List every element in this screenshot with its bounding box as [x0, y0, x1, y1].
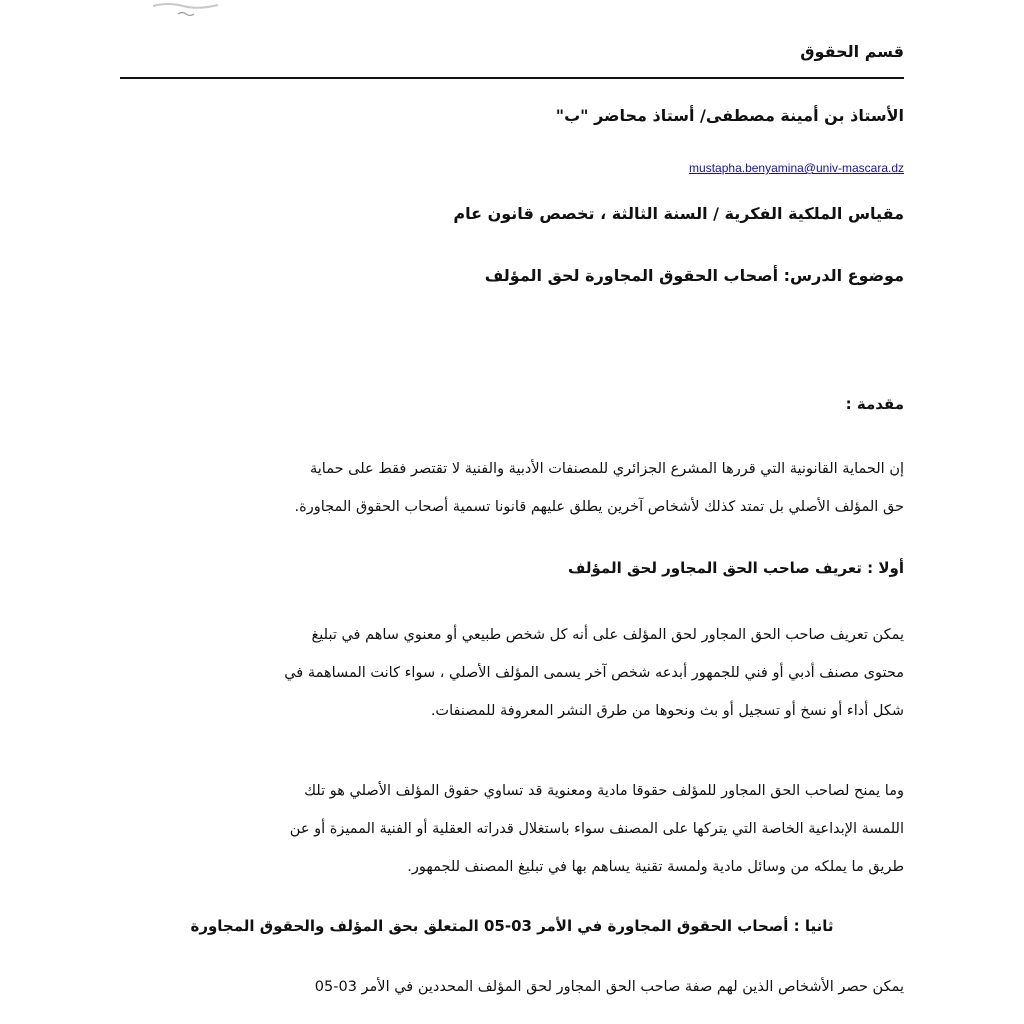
paragraph-line: محتوى مصنف أدبي أو فني للجمهور أبدعه شخص آخر يسمى المؤلف الأصلي ، سواء كانت المساهمة في [284, 665, 904, 681]
section-1-paragraph-1 [120, 616, 904, 730]
paragraph-line: إن الحماية القانونية التي قررها المشرع الجزائري للمصنفات الأدبية والفنية لا تقتصر فقط على حماية [309, 461, 904, 477]
paragraph-line: يمكن تعريف صاحب الحق المجاور لحق المؤلف على أنه كل شخص طبيعي أو معنوي ساهم في تبليغ [311, 627, 904, 643]
header-divider [120, 77, 904, 79]
paragraph-line: اللمسة الإبداعية الخاصة التي يتركها على المصنف سواء باستغلال قدراته العقلية أو الفنية المميزة أو عن [289, 821, 904, 837]
author-email-link[interactable]: mustapha.benyamina@univ-mascara.dz [689, 161, 904, 175]
department-title: قسم الحقوق [800, 42, 904, 61]
section-1-paragraph-2 [120, 772, 904, 886]
paragraph-line: يمكن حصر الأشخاص الذين لهم صفة صاحب الحق المجاور لحق المؤلف المحددين في الأمر 03-05 [314, 979, 904, 995]
paragraph-line: وما يمنح لصاحب الحق المجاور للمؤلف حقوقا مادية ومعنوية قد تساوي حقوق المؤلف الأصلي هو تلك [304, 783, 904, 799]
author-name-title: الأستاذ بن أمينة مصطفى/ أستاذ محاضر "ب" [555, 106, 904, 125]
section-1-heading: أولا : تعريف صاحب الحق المجاور لحق المؤلف [568, 559, 904, 577]
section-2-paragraph [120, 968, 904, 1006]
introduction-paragraph [120, 450, 904, 526]
course-module-line: مقياس الملكية الفكرية / السنة الثالثة ، تخصص قانون عام [453, 204, 904, 223]
paragraph-line: حق المؤلف الأصلي بل تمتد كذلك لأشخاص آخرين يطلق عليهم قانونا تسمية أصحاب الحقوق المجاورة. [294, 499, 904, 515]
university-logo-fragment [148, 0, 228, 22]
introduction-heading: مقدمة : [845, 395, 904, 413]
section-2-heading: ثانيا : أصحاب الحقوق المجاورة في الأمر 03-05 المتعلق بحق المؤلف والحقوق المجاورة [190, 917, 834, 935]
paragraph-line: طريق ما يملكه من وسائل مادية ولمسة تقنية يساهم بها في تبليغ المصنف للجمهور. [407, 859, 904, 875]
lesson-topic-line: موضوع الدرس: أصحاب الحقوق المجاورة لحق المؤلف [484, 266, 904, 285]
paragraph-line: شكل أداء أو نسخ أو تسجيل أو بث ونحوها من طرق النشر المعروفة للمصنفات. [430, 703, 904, 719]
author-email-line [120, 158, 904, 178]
